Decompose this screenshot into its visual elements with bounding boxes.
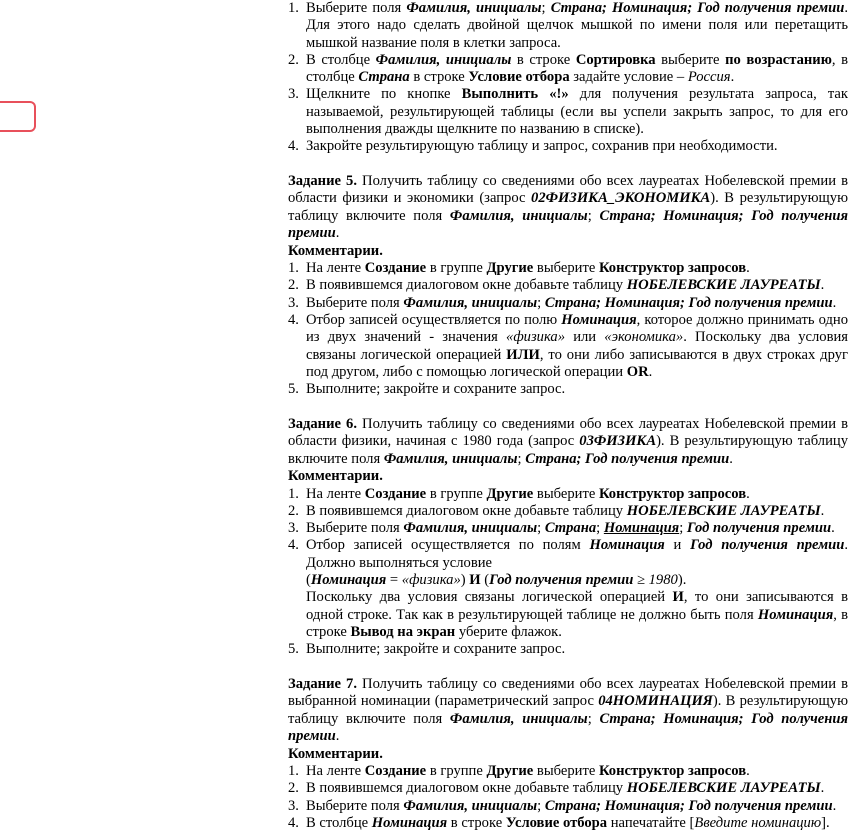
task6-item-4: 4. Отбор записей осуществляется по полям Номинация и Год получения премии. Должно выполняться условие (Номинация = «физика») И (Год получения премии ≥ 1980). Поскольку два условия связаны логической операцией И, то они записываются в одной строке. Так как в результирующей таблице не должно быть поля Номинация, в строке Вывод на экран уберите флажок. bbox=[288, 537, 848, 640]
task7-item-3: 3. Выберите поля Фамилия, инициалы; Страна; Номинация; Год получения премии. bbox=[288, 797, 837, 814]
task6-comments-heading: Комментарии. bbox=[288, 468, 383, 485]
task6-item-3: 3. Выберите поля Фамилия, инициалы; Страна; Номинация; Год получения премии. bbox=[288, 520, 835, 537]
task6-item-1: 1. На ленте Создание в группе Другие выберите Конструктор запросов. bbox=[288, 485, 750, 502]
selection-marker[interactable] bbox=[0, 101, 36, 132]
list1-item-1: 1. Выберите поля Фамилия, инициалы; Страна; Номинация; Год получения премии. Для этого надо сделать двойной щелчок мышкой по имени поля или перетащить мышкой название поля в клетки запроса. bbox=[288, 0, 848, 51]
task7-item-1: 1. На ленте Создание в группе Другие выберите Конструктор запросов. bbox=[288, 763, 750, 780]
task6-paragraph: Задание 6. Получить таблицу со сведениями обо всех лауреатах Нобелевской премии в области физики, начиная с 1980 года (запрос 03ФИЗИКА). В результирующую таблицу включите поля Фамилия, инициалы; Страна; Год получения премии. bbox=[288, 415, 848, 467]
document-page bbox=[288, 0, 848, 832]
list1-item-2: 2. В столбце Фамилия, инициалы в строке Сортировка выберите по возрастанию, в столбце Страна в строке Условие отбора задайте условие – Россия. bbox=[288, 51, 848, 86]
task5-item-4: 4. Отбор записей осуществляется по полю Номинация, которое должно принимать одно из двух значений - значения «физика» или «экономика». Поскольку два условия связаны логической операцией ИЛИ, то они либо записываются в двух строках друг под другом, либо с помощью логической операции OR. bbox=[288, 312, 848, 380]
task7-comments-heading: Комментарии. bbox=[288, 745, 383, 762]
list1-item-3: 3. Щелкните по кнопке Выполнить «!» для получения результата запроса, так называемой, результирующей таблицы (если вы успели закрыть запрос, то для его выполнения дважды щелкните по названию в списке). bbox=[288, 86, 848, 138]
list1-item-4: 4. Закройте результирующую таблицу и запрос, сохранив при необходимости. bbox=[288, 138, 778, 155]
task7-item-4: 4. В столбце Номинация в строке Условие отбора напечатайте [Введите номинацию]. bbox=[288, 814, 830, 831]
task5-item-3: 3. Выберите поля Фамилия, инициалы; Страна; Номинация; Год получения премии. bbox=[288, 294, 837, 311]
task7-paragraph: Задание 7. Получить таблицу со сведениями обо всех лауреатах Нобелевской премии в выбранной номинации (параметрический запрос 04НОМИНАЦИЯ). В результирующую таблицу включите поля Фамилия, инициалы; Страна; Номинация; Год получения премии. bbox=[288, 675, 848, 745]
task6-item-5: 5. Выполните; закройте и сохраните запрос. bbox=[288, 641, 566, 658]
task6-item-2: 2. В появившемся диалоговом окне добавьте таблицу НОБЕЛЕВСКИЕ ЛАУРЕАТЫ. bbox=[288, 502, 825, 519]
task7-item-2: 2. В появившемся диалоговом окне добавьте таблицу НОБЕЛЕВСКИЕ ЛАУРЕАТЫ. bbox=[288, 780, 825, 797]
task5-item-1: 1. На ленте Создание в группе Другие выберите Конструктор запросов. bbox=[288, 260, 750, 277]
task5-comments-heading: Комментарии. bbox=[288, 242, 383, 259]
task5-item-5: 5. Выполните; закройте и сохраните запрос. bbox=[288, 381, 566, 398]
task5-paragraph: Задание 5. Получить таблицу со сведениями обо всех лауреатах Нобелевской премии в области физики и экономики (запрос 02ФИЗИКА_ЭКОНОМИКА). В результирующую таблицу включите поля Фамилия, инициалы; Страна; Номинация; Год получения премии. bbox=[288, 172, 848, 242]
task5-item-2: 2. В появившемся диалоговом окне добавьте таблицу НОБЕЛЕВСКИЕ ЛАУРЕАТЫ. bbox=[288, 277, 825, 294]
